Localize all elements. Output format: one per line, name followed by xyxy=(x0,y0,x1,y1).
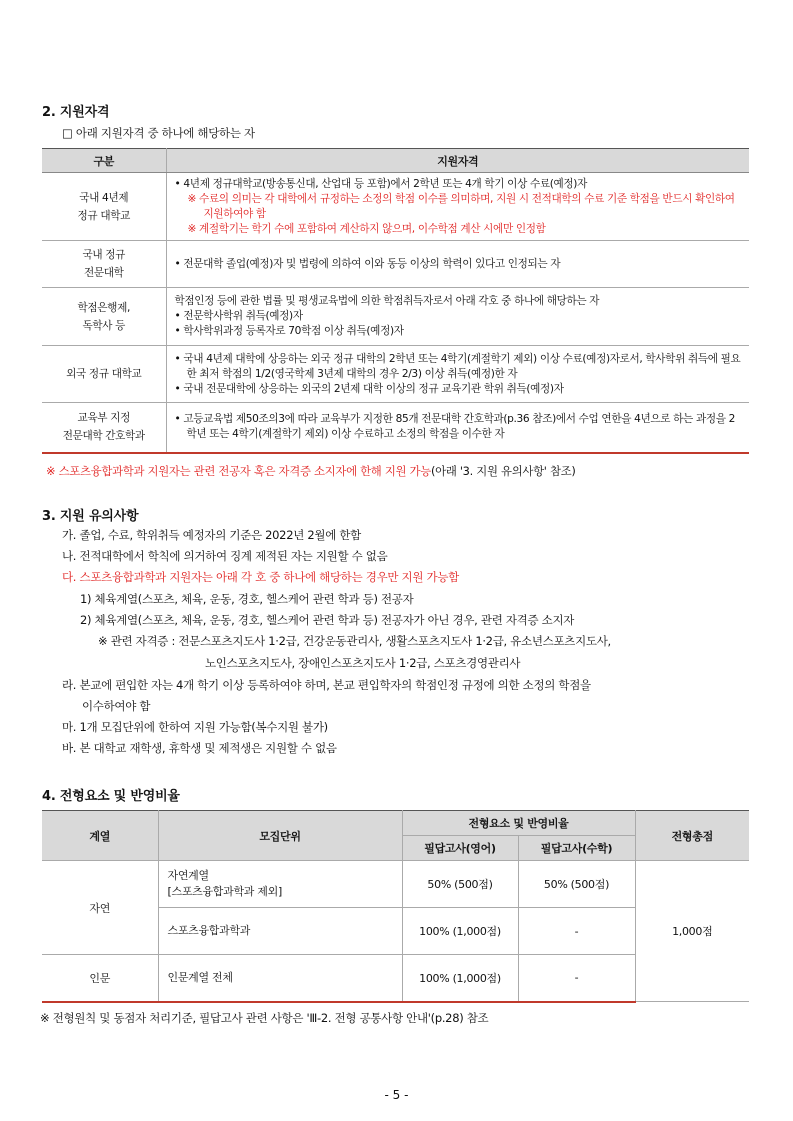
eligibility-cell: • 국내 4년제 대학에 상응하는 외국 정규 대학의 2학년 또는 4학기(계절학기 제외) 이상 수료(예정)자로서, 학사학위 취득에 필요한 최저 학점의 1/2(영국학제 3년제 대학의 경우 2/3) 이상 취득(예정)한 자 • 국내 전문대학에 상응하는 외국의 2년제 대학 이상의 정규 교육기관 학위 취득(예정)자 xyxy=(166,346,749,403)
header-series: 계열 xyxy=(42,811,158,861)
english-cell: 50% (500점) xyxy=(402,861,518,908)
notice-item: 이수하여야 함 xyxy=(82,699,151,713)
header-total: 전형총점 xyxy=(635,811,749,861)
selection-table xyxy=(42,810,749,1003)
header-unit: 모집단위 xyxy=(158,811,402,861)
table-row xyxy=(42,173,749,241)
section-2-note-red: ※ 스포츠융합과학과 지원자는 관련 전공자 혹은 자격증 소지자에 한해 지원 가능 xyxy=(46,464,431,478)
section-2-title: 2. 지원자격 xyxy=(42,105,110,120)
notice-item: 라. 본교에 편입한 자는 4개 학기 이상 등록하여야 하며, 본교 편입학자의 학점인정 규정에 의한 소정의 학점을 xyxy=(62,678,591,692)
math-cell: - xyxy=(518,908,635,955)
section-4-note: ※ 전형원칙 및 동점자 처리기준, 필답고사 관련 사항은 'Ⅲ-2. 전형 공통사항 안내'(p.28) 참조 xyxy=(40,1011,489,1025)
notice-item: 노인스포츠지도사, 장애인스포츠지도사 1·2급, 스포츠경영관리사 xyxy=(205,656,521,670)
section-2-intro: □ 아래 지원자격 중 하나에 해당하는 자 xyxy=(62,126,255,140)
math-cell: - xyxy=(518,955,635,1002)
eligibility-cell: 학점인정 등에 관한 법률 및 평생교육법에 의한 학점취득자로서 아래 각호 중 하나에 해당하는 자 • 전문학사학위 취득(예정)자 • 학사학위과정 등록자로 70학점 이상 취득(예정)자 xyxy=(166,288,749,346)
header-factor: 전형요소 및 반영비율 xyxy=(402,811,635,836)
english-cell: 100% (1,000점) xyxy=(402,908,518,955)
category-cell: 국내 4년제 정규 대학교 xyxy=(42,173,166,241)
section-3-title: 3. 지원 유의사항 xyxy=(42,509,139,524)
header-category: 구분 xyxy=(42,149,166,173)
section-2-note-tail: (아래 '3. 지원 유의사항' 참조) xyxy=(430,464,576,478)
notice-item: 다. 스포츠융합과학과 지원자는 아래 각 호 중 하나에 해당하는 경우만 지원 가능함 xyxy=(62,570,459,584)
table-row xyxy=(42,346,749,403)
total-cell: 1,000점 xyxy=(635,861,749,1002)
unit-cell: 인문계열 전체 xyxy=(158,955,402,1002)
category-cell: 학점은행제, 독학사 등 xyxy=(42,288,166,346)
category-cell: 외국 정규 대학교 xyxy=(42,346,166,403)
unit-cell: 자연계열 [스포츠융합과학과 제외] xyxy=(158,861,402,908)
eligibility-cell: • 고등교육법 제50조의3에 따라 교육부가 지정한 85개 전문대학 간호학과(p.36 참조)에서 수업 연한을 4년으로 하는 과정을 2학년 또는 4학기(계절학기 제외) 이상 수료하고 소정의 학점을 이수한 자 xyxy=(166,403,749,453)
series-cell: 자연 xyxy=(42,861,158,955)
notice-item: ※ 관련 자격증 : 전문스포츠지도사 1·2급, 건강운동관리사, 생활스포츠지도사 1·2급, 유소년스포츠지도사, xyxy=(98,634,611,648)
notice-item: 2) 체육계열(스포츠, 체육, 운동, 경호, 헬스케어 관련 학과 등) 전공자가 아닌 경우, 관련 자격증 소지자 xyxy=(80,613,575,627)
notice-item: 마. 1개 모집단위에 한하여 지원 가능함(복수지원 불가) xyxy=(62,720,328,734)
section-2-note xyxy=(46,463,576,479)
eligibility-cell: • 4년제 정규대학교(방송통신대, 산업대 등 포함)에서 2학년 또는 4개 학기 이상 수료(예정)자 ※ 수료의 의미는 각 대학에서 규정하는 소정의 학점 이수를 의미하며, 지원 시 전적대학의 수료 기준 학점을 반드시 확인하여 지원하여야 함 ※ 계절학기는 학기 수에 포함하여 계산하지 않으며, 이수학점 계산 시에만 인정함 xyxy=(166,173,749,241)
section-4-title: 4. 전형요소 및 반영비율 xyxy=(42,789,180,804)
header-english: 필답고사(영어) xyxy=(402,836,518,861)
notice-item: 나. 전적대학에서 학칙에 의거하여 징계 제적된 자는 지원할 수 없음 xyxy=(62,549,388,563)
header-math: 필답고사(수학) xyxy=(518,836,635,861)
notice-item: 가. 졸업, 수료, 학위취득 예정자의 기준은 2022년 2월에 한함 xyxy=(62,528,361,542)
english-cell: 100% (1,000점) xyxy=(402,955,518,1002)
header-eligibility: 지원자격 xyxy=(166,149,749,173)
series-cell: 인문 xyxy=(42,955,158,1002)
math-cell: 50% (500점) xyxy=(518,861,635,908)
category-cell: 국내 정규 전문대학 xyxy=(42,241,166,288)
page-number: - 5 - xyxy=(384,1088,409,1102)
eligibility-table xyxy=(42,148,749,454)
table-row xyxy=(42,288,749,346)
notice-item: 바. 본 대학교 재학생, 휴학생 및 제적생은 지원할 수 없음 xyxy=(62,741,337,755)
table-row xyxy=(42,241,749,288)
unit-cell: 스포츠융합과학과 xyxy=(158,908,402,955)
notice-item: 1) 체육계열(스포츠, 체육, 운동, 경호, 헬스케어 관련 학과 등) 전공자 xyxy=(80,592,414,606)
table-row xyxy=(42,403,749,453)
eligibility-cell: • 전문대학 졸업(예정)자 및 법령에 의하여 이와 동등 이상의 학력이 있다고 인정되는 자 xyxy=(166,241,749,288)
table-row xyxy=(42,861,749,908)
category-cell: 교육부 지정 전문대학 간호학과 xyxy=(42,403,166,453)
